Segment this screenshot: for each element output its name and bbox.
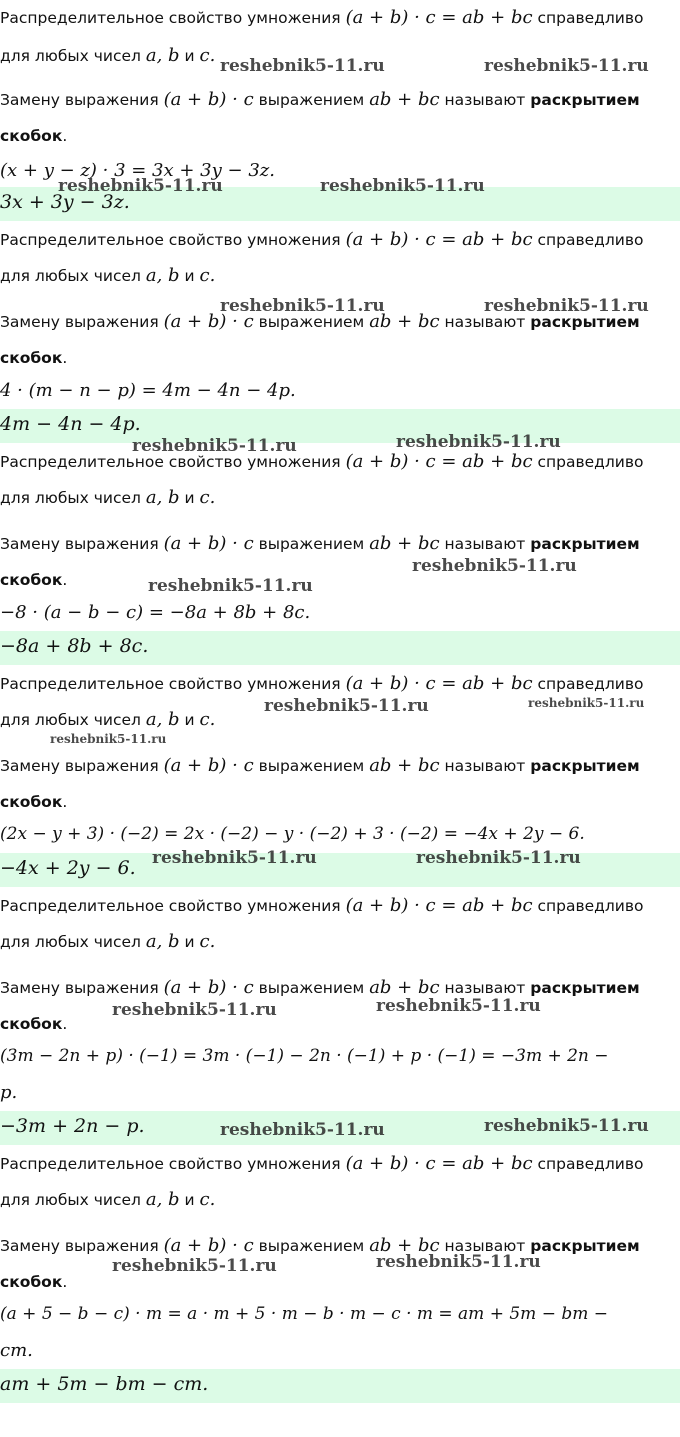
theory-line-3: Замену выражения (a + b) · c выражением ab + bc называют раскрытием [0,755,640,776]
watermark: reshebnik5-11.ru [264,696,429,716]
watermark: reshebnik5-11.ru [152,848,317,868]
theory-line-2: для любых чисел a, b и c. [0,1189,216,1210]
solution-4: (2x − y + 3) · (−2) = 2x · (−2) − y · (−2) + 3 · (−2) = −4x + 2y − 6. [0,824,585,844]
watermark: reshebnik5-11.ru [376,996,541,1016]
theory-line-2: для любых чисел a, b и c. [0,45,216,66]
answer-3: −8a + 8b + 8c. [0,631,680,665]
solution-5-continued: p. [0,1082,18,1103]
theory-line-3: Замену выражения (a + b) · c выражением ab + bc называют раскрытием [0,311,640,332]
watermark: reshebnik5-11.ru [132,436,297,456]
theory-line-3: Замену выражения (a + b) · c выражением ab + bc называют раскрытием [0,1235,640,1256]
theory-line-1: Распределительное свойство умножения (a + b) · c = ab + bc справедливо [0,1153,644,1174]
answer-1: 3x + 3y − 3z. [0,187,680,221]
answer-6: am + 5m − bm − cm. [0,1369,680,1403]
theory-line-1: Распределительное свойство умножения (a + b) · c = ab + bc справедливо [0,229,644,250]
watermark: reshebnik5-11.ru [50,732,167,746]
watermark: reshebnik5-11.ru [376,1252,541,1272]
theory-line-4: скобок. [0,571,68,589]
theory-line-2: для любых чисел a, b и c. [0,709,216,730]
watermark: reshebnik5-11.ru [484,1116,649,1136]
theory-line-4: скобок. [0,349,68,367]
theory-line-1: Распределительное свойство умножения (a + b) · c = ab + bc справедливо [0,673,644,694]
solution-1: (x + y − z) · 3 = 3x + 3y − 3z. [0,160,275,181]
solution-2: 4 · (m − n − p) = 4m − 4n − 4p. [0,380,296,401]
watermark: reshebnik5-11.ru [320,176,485,196]
theory-line-4: скобок. [0,1015,68,1033]
answer-2: 4m − 4n − 4p. [0,409,680,443]
answer-5: −3m + 2n − p. [0,1111,680,1145]
watermark: reshebnik5-11.ru [220,1120,385,1140]
theory-line-4: скобок. [0,793,68,811]
solution-5: (3m − 2n + p) · (−1) = 3m · (−1) − 2n · (−1) + p · (−1) = −3m + 2n − [0,1046,609,1066]
theory-line-4: скобок. [0,1273,68,1291]
watermark: reshebnik5-11.ru [484,56,649,76]
watermark: reshebnik5-11.ru [220,296,385,316]
theory-line-3: Замену выражения (a + b) · c выражением ab + bc называют раскрытием [0,533,640,554]
solution-6-continued: cm. [0,1340,33,1361]
solution-6: (a + 5 − b − c) · m = a · m + 5 · m − b · m − c · m = am + 5m − bm − [0,1304,608,1324]
watermark: reshebnik5-11.ru [412,556,577,576]
theory-line-1: Распределительное свойство умножения (a + b) · c = ab + bc справедливо [0,895,644,916]
theory-line-1: Распределительное свойство умножения (a + b) · c = ab + bc справедливо [0,451,644,472]
watermark: reshebnik5-11.ru [58,176,223,196]
theory-line-3: Замену выражения (a + b) · c выражением ab + bc называют раскрытием [0,89,640,110]
theory-line-2: для любых чисел a, b и c. [0,931,216,952]
theory-line-2: для любых чисел a, b и c. [0,487,216,508]
watermark: reshebnik5-11.ru [396,432,561,452]
theory-line-1: Распределительное свойство умножения (a + b) · c = ab + bc справедливо [0,7,644,28]
answer-4: −4x + 2y − 6. [0,853,680,887]
watermark: reshebnik5-11.ru [484,296,649,316]
solution-3: −8 · (a − b − c) = −8a + 8b + 8c. [0,602,311,623]
watermark: reshebnik5-11.ru [416,848,581,868]
watermark: reshebnik5-11.ru [112,1000,277,1020]
theory-line-4: скобок. [0,127,68,145]
watermark: reshebnik5-11.ru [112,1256,277,1276]
watermark: reshebnik5-11.ru [528,696,645,710]
theory-line-3: Замену выражения (a + b) · c выражением ab + bc называют раскрытием [0,977,640,998]
watermark: reshebnik5-11.ru [148,576,313,596]
watermark: reshebnik5-11.ru [220,56,385,76]
theory-line-2: для любых чисел a, b и c. [0,265,216,286]
